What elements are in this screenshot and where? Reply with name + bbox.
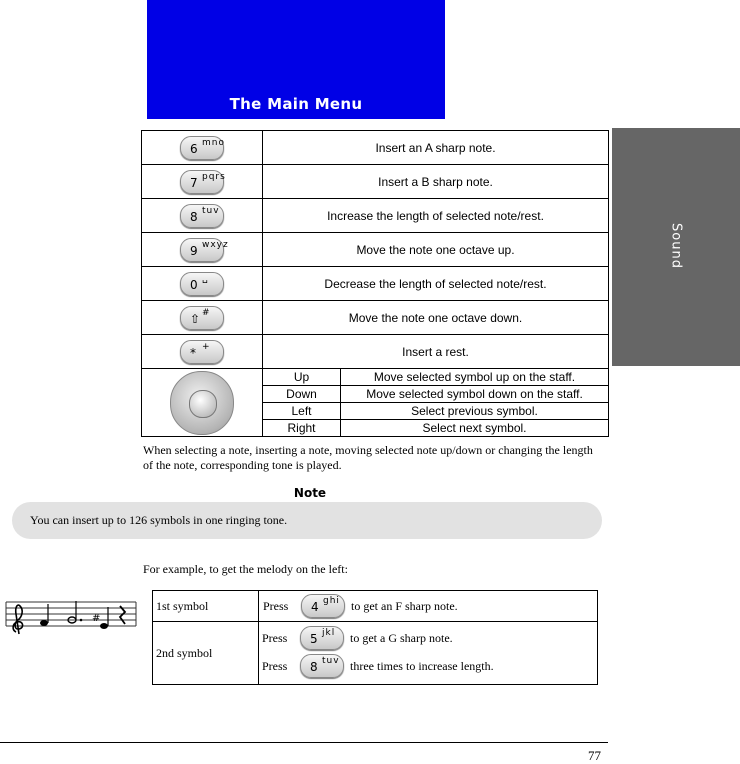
key-8-icon: 8 tuv	[300, 654, 344, 678]
key-description: Move the note one octave down.	[263, 301, 609, 335]
nav-direction: Down	[263, 386, 341, 403]
note-label: Note	[293, 486, 327, 500]
key-description: Insert a B sharp note.	[263, 165, 609, 199]
table-row	[142, 335, 609, 369]
music-staff-icon	[4, 590, 138, 636]
nav-description: Move selected symbol down on the staff.	[341, 386, 609, 403]
note-box	[12, 502, 602, 539]
table-row: 2nd symbol Press 5 jkl to get a G sharp note. Press 8 tuv three times to increase length.	[153, 622, 598, 685]
table-row	[142, 165, 609, 199]
table-row	[142, 369, 609, 386]
symbol-label: 2nd symbol	[153, 622, 259, 685]
key-description: Insert an A sharp note.	[263, 131, 609, 165]
nav-direction: Left	[263, 403, 341, 420]
nav-description: Move selected symbol up on the staff.	[341, 369, 609, 386]
nav-direction: Up	[263, 369, 341, 386]
key-description: Insert a rest.	[263, 335, 609, 369]
nav-direction: Right	[263, 420, 341, 437]
table-row	[142, 267, 609, 301]
key-9-icon: 9 wxyz	[180, 238, 224, 262]
chapter-tab	[612, 128, 740, 366]
table-row	[142, 301, 609, 335]
svg-text:#: #	[92, 613, 101, 624]
table-row	[142, 233, 609, 267]
key-8-icon: 8 tuv	[180, 204, 224, 228]
table-row	[142, 131, 609, 165]
key-description: Decrease the length of selected note/rest.	[263, 267, 609, 301]
key-function-table	[141, 130, 609, 437]
chapter-tab-label: Sound	[668, 223, 684, 269]
footer-divider	[0, 742, 608, 743]
key-6-icon: 6 mno	[180, 136, 224, 160]
navigation-key-icon	[170, 371, 234, 435]
key-description: Move the note one octave up.	[263, 233, 609, 267]
nav-description: Select previous symbol.	[341, 403, 609, 420]
page-number: 77	[588, 748, 601, 763]
nav-description: Select next symbol.	[341, 420, 609, 437]
section-title: The Main Menu	[229, 95, 363, 113]
key-description: Increase the length of selected note/rest.	[263, 199, 609, 233]
key-0-icon: 0 ␣	[180, 272, 224, 296]
key-5-icon: 5 jkl	[300, 626, 344, 650]
key-7-icon: 7 pqrs	[180, 170, 224, 194]
table-row	[142, 199, 609, 233]
table-row: 1st symbol Press 4 ghi to get an F sharp note.	[153, 591, 598, 622]
example-text: For example, to get the melody on the left:	[143, 562, 348, 576]
note-text: You can insert up to 126 symbols in one ringing tone.	[30, 513, 288, 527]
key-hash-icon: ⇧ #	[180, 306, 224, 330]
section-header-box	[147, 0, 445, 119]
melody-example-table	[152, 590, 598, 685]
body-paragraph: When selecting a note, inserting a note, moving selected note up/down or changing the length of the note, corresponding tone is played.	[143, 443, 593, 472]
symbol-label: 1st symbol	[153, 591, 259, 622]
key-4-icon: 4 ghi	[301, 594, 345, 618]
key-star-icon: * +	[180, 340, 224, 364]
